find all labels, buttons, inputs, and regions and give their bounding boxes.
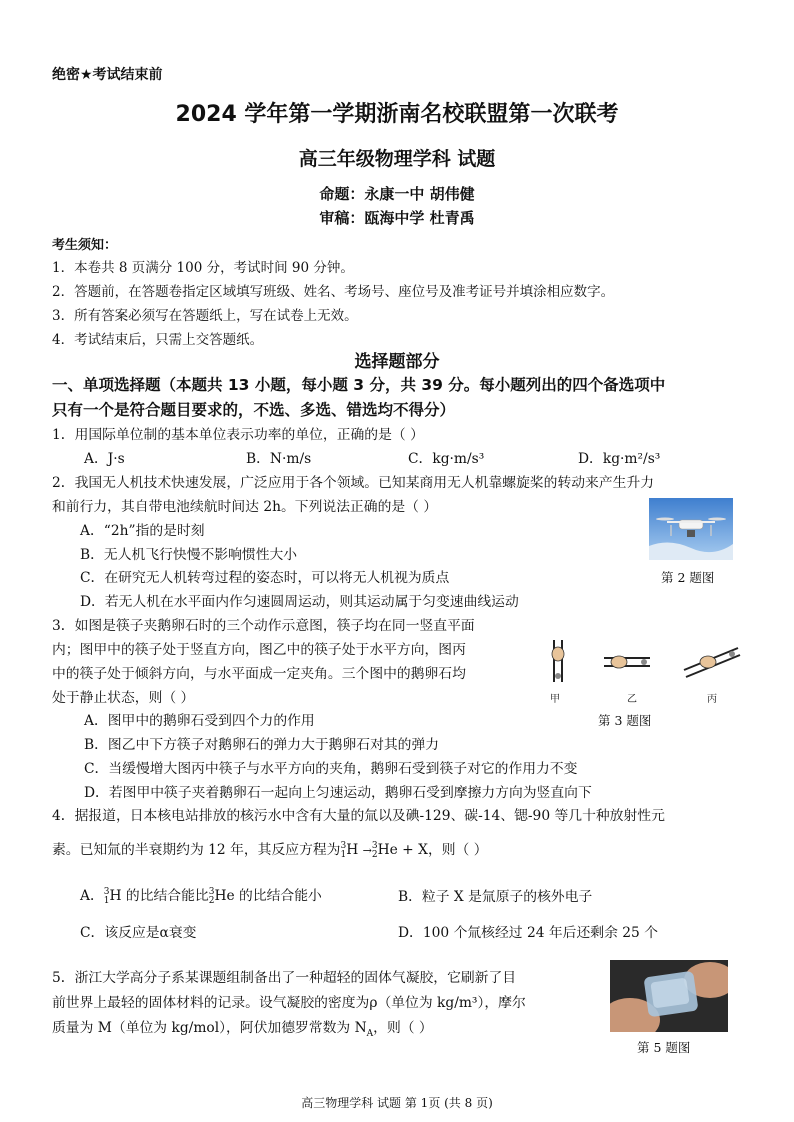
- q2-option-b: B．无人机飞行快慢不影响惯性大小: [80, 547, 298, 563]
- q3-stem-line4: 处于静止状态，则（ ）: [52, 690, 195, 706]
- notice-item: 4．考试结束后，只需上交答题纸。: [52, 332, 264, 348]
- notice-item: 1．本卷共 8 页满分 100 分，考试时间 90 分钟。: [52, 260, 354, 276]
- q5-figure-caption: 第 5 题图: [637, 1040, 691, 1055]
- q5-stem-line1: 5．浙江大学高分子系某课题组制备出了一种超轻的固体气凝胶，它刷新了目: [52, 970, 517, 986]
- q4-stem-text: 素。已知氚的半衰期约为 12 年，其反应方程为: [52, 842, 341, 858]
- q5-stem-line3-text: 质量为 M（单位为 kg/mol），阿伏加德罗常数为 N: [52, 1020, 367, 1036]
- q3-option-d: D．若图甲中筷子夹着鹅卵石一起向上匀速运动，鹅卵石受到摩擦力方向为竖直向下: [84, 785, 592, 801]
- q2-figure-caption: 第 2 题图: [661, 570, 715, 585]
- fig-label-jia: 甲: [550, 694, 560, 705]
- q3-figure-caption: 第 3 题图: [598, 713, 652, 728]
- section-title: 选择题部分: [354, 352, 440, 372]
- q4-stem-line2: [52, 838, 488, 860]
- fig-label-yi: 乙: [627, 694, 637, 705]
- page-footer: 高三物理学科 试题 第 1页 (共 8 页): [301, 1096, 493, 1110]
- chopsticks-figure: [544, 638, 744, 688]
- notice-heading: 考生须知：: [52, 238, 118, 253]
- reviewer-line: 审稿：瓯海中学 杜青禹: [319, 209, 475, 227]
- q3-stem-line1: 3．如图是筷子夹鹅卵石时的三个动作示意图，筷子均在同一竖直平面: [52, 618, 475, 634]
- q5-subscript: A: [366, 1028, 374, 1039]
- q4-option-b: B．粒子 X 是氚原子的核外电子: [398, 889, 593, 905]
- q4-option-a-mid: H 的比结合能比: [109, 888, 209, 904]
- q5-stem-line3-end: ，则（ ）: [373, 1020, 433, 1036]
- q2-option-a: A．“2h”指的是时刻: [80, 523, 205, 539]
- q5-stem-line3: [52, 1016, 433, 1039]
- q2-stem-line2: 和前行力，其自带电池续航时间达 2h。下列说法正确的是（ ）: [52, 499, 438, 515]
- q4-option-c: C．该反应是α衰变: [80, 925, 197, 941]
- q2-stem-line1: 2．我国无人机技术快速发展，广泛应用于各个领域。已知某商用无人机靠螺旋桨的转动来产生升力: [52, 475, 655, 491]
- part-instructions-line2: 只有一个是符合题目要求的，不选、多选、错选均不得分）: [52, 401, 456, 419]
- q4-option-a-label: A．: [80, 888, 104, 904]
- q1-option-d: D．kg·m²/s³: [578, 451, 661, 467]
- exam-title: 2024 学年第一学期浙南名校联盟第一次联考: [175, 102, 619, 127]
- notice-item: 2．答题前，在答题卷指定区域填写班级、姓名、考场号、座位号及准考证号并填涂相应数字。: [52, 284, 615, 300]
- q3-stem-line2: 内；图甲中的筷子处于竖直方向，图乙中的筷子处于水平方向，图丙: [52, 642, 466, 658]
- q5-stem-line2: 前世界上最轻的固体材料的记录。设气凝胶的密度为ρ（单位为 kg/m³），摩尔: [52, 995, 526, 1011]
- q1-option-c: C．kg·m/s³: [408, 451, 485, 467]
- aerogel-photo: [610, 960, 728, 1032]
- q4-option-a: A．3 1H 的比结合能比3 2He 的比结合能小: [80, 886, 322, 906]
- q3-option-b: B．图乙中下方筷子对鹅卵石的弹力大于鹅卵石对其的弹力: [84, 737, 440, 753]
- q4-stem-end: ，则（ ）: [427, 842, 488, 858]
- q3-option-a: A．图甲中的鹅卵石受到四个力的作用: [84, 713, 315, 729]
- confidential-mark: 绝密★考试结束前: [52, 67, 163, 83]
- notice-item: 3．所有答案必须写在答题纸上，写在试卷上无效。: [52, 308, 358, 324]
- exam-subtitle: 高三年级物理学科 试题: [298, 148, 496, 170]
- q1-option-a: A．J·s: [84, 451, 125, 467]
- q4-option-a-end: He 的比结合能小: [214, 888, 322, 904]
- q2-option-c: C．在研究无人机转弯过程的姿态时，可以将无人机视为质点: [80, 570, 450, 586]
- part-instructions-line1: 一、单项选择题（本题共 13 小题，每小题 3 分，共 39 分。每小题列出的四个备选项中: [52, 376, 666, 394]
- q1-option-b: B．N·m/s: [246, 451, 312, 467]
- q1-stem: 1．用国际单位制的基本单位表示功率的单位，正确的是（ ）: [52, 427, 424, 443]
- fig-label-bing: 丙: [707, 694, 717, 705]
- q2-option-d: D．若无人机在水平面内作匀速圆周运动，则其运动属于匀变速曲线运动: [80, 594, 519, 610]
- q4-stem-line1: 4．据报道，日本核电站排放的核污水中含有大量的氚以及碘-129、碳-14、锶-90 等几十种放射性元: [52, 808, 665, 824]
- q3-option-c: C．当缓慢增大图丙中筷子与水平方向的夹角，鹅卵石受到筷子对它的作用力不变: [84, 761, 578, 777]
- reaction-equation: 3 1H →3 2He + X: [340, 840, 428, 860]
- drone-photo: [649, 498, 733, 560]
- q3-stem-line3: 中的筷子处于倾斜方向，与水平面成一定夹角。三个图中的鹅卵石均: [52, 666, 466, 682]
- q4-option-d: D．100 个氚核经过 24 年后还剩余 25 个: [398, 925, 658, 941]
- author-line: 命题：永康一中 胡伟健: [319, 185, 475, 203]
